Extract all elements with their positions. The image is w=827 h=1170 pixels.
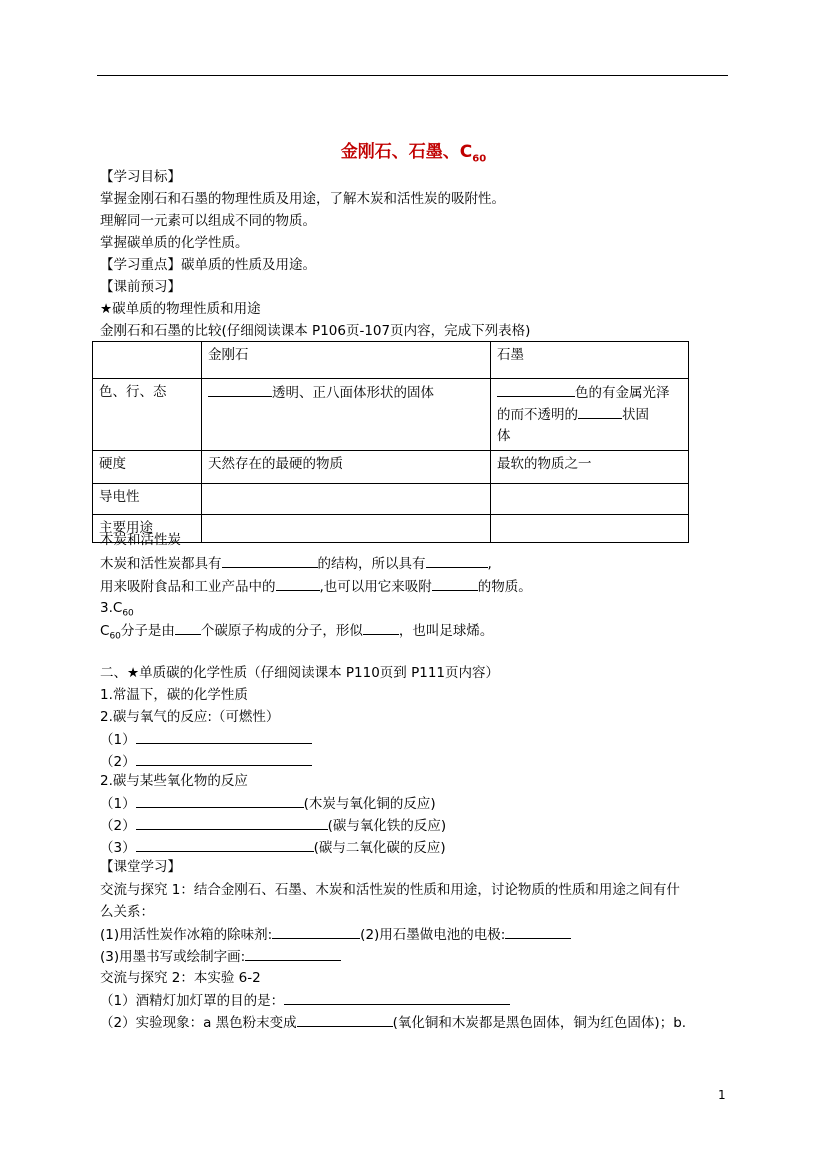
discussion-1-line-1: 交流与探究 1：结合金刚石、石墨、木炭和活性炭的性质和用途，讨论物质的性质和用途之间有什 <box>100 882 680 898</box>
section-heading-class: 【课堂学习】 <box>100 859 181 875</box>
table-instruction: 金刚石和石墨的比较(仔细阅读课本 P106页-107页内容，完成下列表格) <box>100 323 531 339</box>
discussion-2-item-1: （1）酒精灯加灯罩的目的是： <box>100 990 510 1011</box>
row-label-conductivity: 导电性 <box>93 484 202 515</box>
discussion-1-item-3: (3)用墨书写或绘制字画: <box>100 946 341 967</box>
discussion-2-heading: 交流与探究 2：本实验 6-2 <box>100 970 261 986</box>
cell-graphite-hardness: 最软的物质之一 <box>491 451 689 484</box>
row-label-hardness: 硬度 <box>93 451 202 484</box>
charcoal-line-2: 用来吸附食品和工业产品中的 ,也可以用它来吸附 的物质。 <box>100 576 532 597</box>
subheading-physical: ★碳单质的物理性质和用途 <box>100 301 261 317</box>
cell-diamond-hardness: 天然存在的最硬的物质 <box>202 451 491 484</box>
subheading-charcoal: 木炭和活性炭 <box>100 532 181 548</box>
cell-diamond-conductivity[interactable] <box>202 484 491 515</box>
discussion-2-item-2: （2）实验现象：a 黑色粉末变成 (氧化铜和木炭都是黑色固体，铜为红色固体)；b. <box>100 1012 686 1033</box>
cell-graphite-uses[interactable] <box>491 515 689 543</box>
goal-1: 掌握金刚石和石墨的物理性质及用途，了解木炭和活性炭的吸附性。 <box>100 191 505 207</box>
oxygen-reaction-1: （1） <box>100 729 312 750</box>
row-label-appearance: 色、行、态 <box>93 379 202 451</box>
cell-graphite-conductivity[interactable] <box>491 484 689 515</box>
key-point: 【学习重点】碳单质的性质及用途。 <box>100 257 316 273</box>
cell-diamond-uses[interactable] <box>202 515 491 543</box>
cell-graphite-appearance[interactable]: 色的有金属光泽 的而不透明的 状固 体 <box>491 379 689 451</box>
charcoal-line-1: 木炭和活性炭都具有 的结构，所以具有 , <box>100 553 492 574</box>
table-header-graphite: 石墨 <box>491 342 689 379</box>
goal-2: 理解同一元素可以组成不同的物质。 <box>100 213 316 229</box>
page-number: 1 <box>718 1088 726 1102</box>
oxide-reaction-1: （1） (木炭与氧化铜的反应) <box>100 793 436 814</box>
chem-item-2: 2.碳与氧气的反应:（可燃性） <box>100 709 280 725</box>
c60-line: $C_{60}$分子是由 个碳原子构成的分子，形似 ，也叫足球烯。 <box>100 620 493 647</box>
table-header-blank <box>93 342 202 379</box>
subheading-c60: $3.C_{60}$ <box>100 600 134 619</box>
section-heading-chemical: 二、★单质碳的化学性质（仔细阅读课本 P110页到 P111页内容） <box>100 665 500 681</box>
section-heading-goals: 【学习目标】 <box>100 169 181 185</box>
oxygen-reaction-2: （2） <box>100 751 312 772</box>
comparison-table <box>92 341 689 543</box>
oxide-reaction-2: （2） (碳与氧化铁的反应) <box>100 815 446 836</box>
discussion-1-line-2: 么关系： <box>100 904 154 920</box>
discussion-1-items: (1)用活性炭作冰箱的除味剂: (2)用石墨做电池的电极: <box>100 924 571 945</box>
table-header-diamond: 金刚石 <box>202 342 491 379</box>
page-title: 金刚石、石墨、$C_{60}$ <box>340 142 487 165</box>
goal-3: 掌握碳单质的化学性质。 <box>100 235 249 251</box>
header-rule <box>97 75 728 76</box>
row-label-uses: 主要用途 <box>93 515 202 543</box>
chem-item-3: 2.碳与某些氧化物的反应 <box>100 773 248 789</box>
section-heading-preview: 【课前预习】 <box>100 279 181 295</box>
cell-diamond-appearance[interactable]: 透明、正八面体形状的固体 <box>202 379 491 451</box>
oxide-reaction-3: （3） (碳与二氧化碳的反应) <box>100 837 446 858</box>
chem-item-1: 1.常温下，碳的化学性质 <box>100 687 248 703</box>
